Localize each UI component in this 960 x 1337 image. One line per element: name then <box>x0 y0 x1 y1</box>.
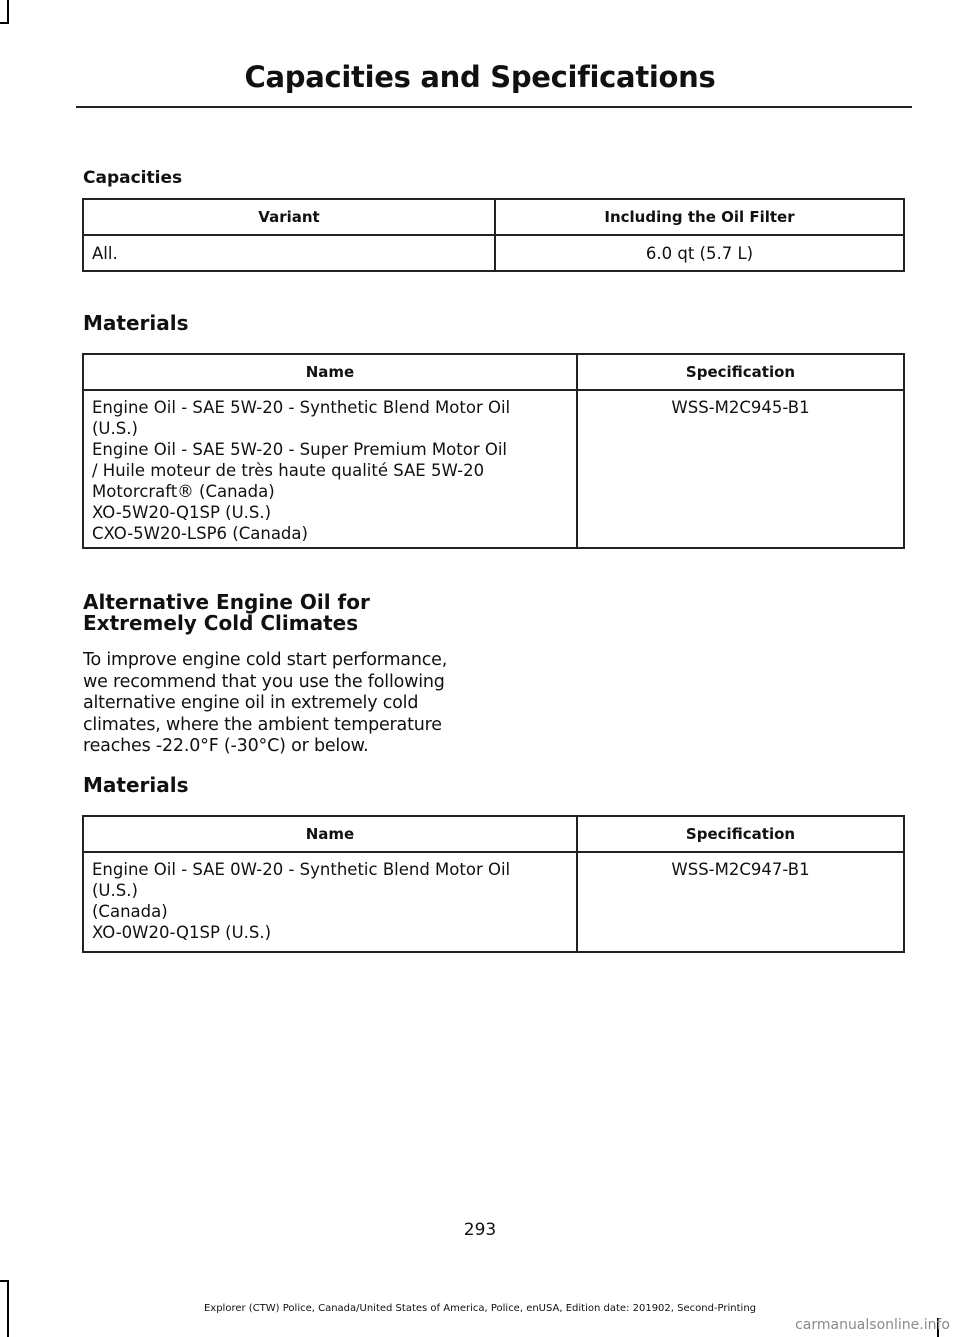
materials-table <box>82 353 905 549</box>
name-line: (U.S.) <box>92 881 138 900</box>
paragraph-line: we recommend that you use the following <box>83 671 445 692</box>
column-header-name: Name <box>83 816 577 852</box>
paragraph-line: alternative engine oil in extremely cold <box>83 693 419 713</box>
table-cell-specification: WSS-M2C945-B1 <box>577 390 904 548</box>
name-line: / Huile moteur de très haute qualité SAE 5W-20 <box>92 461 485 480</box>
table-row <box>83 852 904 952</box>
capacities-table <box>82 198 905 272</box>
name-line: Engine Oil - SAE 5W-20 - Super Premium Motor Oil <box>92 440 507 459</box>
watermark: carmanualsonline.info <box>795 1317 950 1333</box>
table-header-row <box>83 354 904 390</box>
alternative-oil-heading <box>83 592 370 634</box>
table-cell-name <box>83 390 577 548</box>
column-header-including-oil-filter: Including the Oil Filter <box>495 199 904 235</box>
column-header-specification: Specification <box>577 354 904 390</box>
table-cell-specification: WSS-M2C947-B1 <box>577 852 904 952</box>
name-line: Engine Oil - SAE 5W-20 - Synthetic Blend Motor Oil <box>92 398 511 417</box>
table-header-row <box>83 816 904 852</box>
capacities-heading: Capacities <box>83 168 183 188</box>
alternative-oil-heading-line: Alternative Engine Oil for <box>83 590 370 614</box>
materials-heading: Materials <box>83 311 189 335</box>
materials-heading-cold: Materials <box>83 773 189 797</box>
paragraph-line: To improve engine cold start performance, <box>83 650 448 670</box>
table-header-row <box>83 199 904 235</box>
table-cell-capacity: 6.0 qt (5.7 L) <box>495 235 904 271</box>
column-header-variant: Variant <box>83 199 495 235</box>
crop-mark-top-left-horizontal <box>0 22 9 24</box>
name-line: CXO-5W20-LSP6 (Canada) <box>92 524 308 543</box>
crop-mark-bottom-left-horizontal <box>0 1280 9 1282</box>
crop-mark-top-left-vertical <box>7 0 9 24</box>
name-line: Engine Oil - SAE 0W-20 - Synthetic Blend Motor Oil <box>92 860 511 879</box>
page-header-title: Capacities and Specifications <box>244 60 716 94</box>
page-number: 293 <box>463 1220 497 1240</box>
table-row <box>83 390 904 548</box>
name-line: XO-0W20-Q1SP (U.S.) <box>92 923 272 942</box>
footer-edition-info: Explorer (CTW) Police, Canada/United States of America, Police, enUSA, Edition date: 201902, Second-Printing <box>203 1303 757 1314</box>
name-line: Motorcraft® (Canada) <box>92 482 275 501</box>
table-cell-variant: All. <box>83 235 495 271</box>
alternative-oil-heading-line: Extremely Cold Climates <box>83 611 359 635</box>
paragraph-line: climates, where the ambient temperature <box>83 714 442 735</box>
column-header-name: Name <box>83 354 577 390</box>
header-rule <box>76 106 912 108</box>
paragraph-line: reaches -22.0°F (-30°C) or below. <box>83 736 369 756</box>
name-line: (Canada) <box>92 902 168 921</box>
table-cell-name <box>83 852 577 952</box>
column-header-specification: Specification <box>577 816 904 852</box>
alternative-oil-paragraph <box>83 650 503 758</box>
name-line: (U.S.) <box>92 419 138 438</box>
materials-table-cold <box>82 815 905 953</box>
table-row <box>83 235 904 271</box>
name-line: XO-5W20-Q1SP (U.S.) <box>92 503 272 522</box>
